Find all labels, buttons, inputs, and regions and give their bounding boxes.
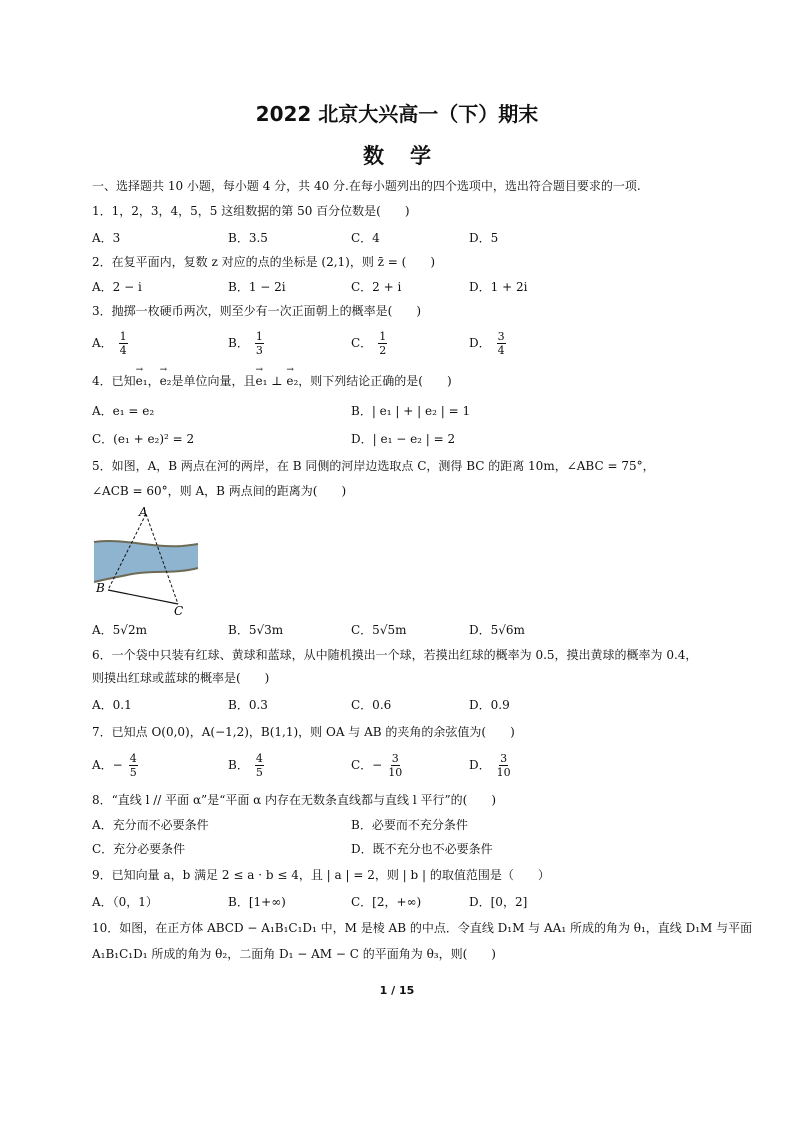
option-letter: C． — [351, 336, 373, 350]
section-intro: 一、选择题共 10 小题，每小题 4 分，共 40 分.在每小题列出的四个选项中，选出符合题目要求的一项. — [92, 179, 641, 193]
q5-option-d: D．5√6m — [469, 623, 525, 637]
perp-symbol: ⊥ — [267, 374, 287, 388]
label-b: B — [96, 581, 105, 595]
denominator: 5 — [255, 766, 263, 779]
question-10-line-1: 10．如图，在正方体 ABCD − A₁B₁C₁D₁ 中，M 是棱 AB 的中点．令直线 D₁M 与 AA₁ 所成的角为 θ₁，直线 D₁M 与平面 — [92, 921, 753, 935]
q3-option-b — [228, 330, 264, 357]
option-letter: D． — [469, 758, 491, 772]
q3-option-d — [469, 330, 506, 357]
option-letter: A．− — [92, 758, 123, 772]
question-3: 3．抛掷一枚硬币两次，则至少有一次正面朝上的概率是( ) — [92, 304, 422, 318]
question-8: 8．“直线 l // 平面 α”是“平面 α 内存在无数条直线都与直线 l 平行”的( ) — [92, 793, 497, 807]
q1-option-c: C．4 — [351, 231, 380, 245]
q7-option-b — [228, 752, 264, 779]
q4-comma: ， — [147, 374, 160, 388]
fraction — [388, 752, 402, 779]
option-letter: A． — [92, 336, 113, 350]
q7-option-a — [92, 752, 138, 779]
q3-option-a — [92, 330, 128, 357]
denominator: 10 — [388, 766, 403, 779]
q2-option-d: D．1 + 2i — [469, 280, 528, 294]
q6-option-b: B．0.3 — [228, 698, 268, 712]
q1-option-d: D．5 — [469, 231, 499, 245]
denominator: 10 — [496, 766, 511, 779]
fraction — [497, 752, 511, 779]
question-6-line-2: 则摸出红球或蓝球的概率是( ) — [92, 671, 270, 685]
numerator: 3 — [500, 752, 508, 765]
numerator: 1 — [255, 330, 263, 343]
denominator: 4 — [119, 344, 127, 357]
q9-option-a: A．（0，1） — [92, 895, 158, 909]
q8-option-b: B．必要而不充分条件 — [351, 818, 468, 832]
q1-option-b: B．3.5 — [228, 231, 268, 245]
option-letter: C．− — [351, 758, 383, 772]
q5-option-b: B．5√3m — [228, 623, 284, 637]
q4-option-a: A．e₁ = e₂ — [92, 404, 155, 418]
denominator: 4 — [497, 344, 505, 357]
question-4 — [92, 373, 452, 389]
vector-e2: → e₂ — [286, 373, 298, 389]
question-10-line-2: A₁B₁C₁D₁ 所成的角为 θ₂，二面角 D₁ − AM − C 的平面角为 θ₃，则( ) — [92, 947, 496, 961]
q6-option-c: C．0.6 — [351, 698, 392, 712]
q6-option-d: D．0.9 — [469, 698, 510, 712]
q5-option-c: C．5√5m — [351, 623, 407, 637]
fraction — [378, 330, 387, 357]
denominator: 3 — [255, 344, 263, 357]
vector-e1: → e₁ — [256, 373, 268, 389]
fraction — [255, 752, 264, 779]
q8-option-a: A．充分而不必要条件 — [92, 818, 209, 832]
option-letter: D． — [469, 336, 491, 350]
river-diagram — [92, 504, 212, 616]
q9-option-b: B．[1+∞) — [228, 895, 286, 909]
question-7: 7．已知点 O(0,0)，A(−1,2)，B(1,1)，则 OA 与 AB 的夹角的余弦值为( ) — [92, 725, 515, 739]
q3-option-c — [351, 330, 387, 357]
q8-option-d: D．既不充分也不必要条件 — [351, 842, 493, 856]
numerator: 1 — [379, 330, 387, 343]
q9-option-d: D．[0，2] — [469, 895, 528, 909]
denominator: 5 — [129, 766, 137, 779]
denominator: 2 — [379, 344, 387, 357]
question-9: 9．已知向量 a，b 满足 2 ≤ a · b ≤ 4，且 | a | = 2，则 | b | 的取值范围是（ ） — [92, 868, 550, 882]
question-6-line-1: 6．一个袋中只装有红球、黄球和蓝球，从中随机摸出一个球，若摸出红球的概率为 0.5，摸出黄球的概率为 0.4， — [92, 648, 698, 662]
q7-option-c — [351, 752, 402, 779]
page-title: 2022 北京大兴高一（下）期末 — [255, 102, 539, 126]
q4-option-c: C．(e₁ + e₂)² = 2 — [92, 432, 195, 446]
numerator: 3 — [391, 752, 399, 765]
question-5-line-2: ∠ACB = 60°，则 A，B 两点间的距离为( ) — [92, 484, 347, 498]
question-5-line-1: 5．如图，A，B 两点在河的两岸，在 B 同侧的河岸边选取点 C，测得 BC 的距离 10m，∠ABC = 75°， — [92, 459, 655, 473]
fraction — [255, 330, 264, 357]
option-letter: B． — [228, 336, 249, 350]
q7-option-d — [469, 752, 511, 779]
question-1: 1．1，2，3，4，5，5 这组数据的第 50 百分位数是( ) — [92, 204, 410, 218]
fraction — [119, 330, 128, 357]
segment-bc — [108, 590, 178, 604]
option-letter: B． — [228, 758, 249, 772]
q5-option-a: A．5√2m — [92, 623, 147, 637]
q2-option-c: C．2 + i — [351, 280, 402, 294]
river-figure — [92, 504, 212, 620]
label-a: A — [139, 505, 148, 519]
numerator: 1 — [119, 330, 127, 343]
q4-text-a: 4．已知 — [92, 374, 136, 388]
q6-option-a: A．0.1 — [92, 698, 132, 712]
question-2: 2．在复平面内，复数 z 对应的点的坐标是 (2,1)，则 z̄ = ( ) — [92, 255, 436, 269]
numerator: 4 — [129, 752, 137, 765]
river-band — [94, 541, 198, 582]
q1-option-a: A．3 — [92, 231, 121, 245]
subject-title: 数学 — [363, 144, 457, 168]
q4-option-b: B．| e₁ | + | e₂ | = 1 — [351, 404, 471, 418]
q2-option-b: B．1 − 2i — [228, 280, 286, 294]
q2-option-a: A．2 − i — [92, 280, 142, 294]
numerator: 3 — [497, 330, 505, 343]
vector-e1: → e₁ — [136, 373, 148, 389]
numerator: 4 — [255, 752, 263, 765]
vector-e2: → e₂ — [160, 373, 172, 389]
q4-text-b: 是单位向量，且 — [171, 374, 256, 388]
fraction — [497, 330, 506, 357]
q4-option-d: D．| e₁ − e₂ | = 2 — [351, 432, 456, 446]
q9-option-c: C．[2，+∞) — [351, 895, 422, 909]
label-c: C — [174, 604, 184, 616]
q8-option-c: C．充分必要条件 — [92, 842, 186, 856]
page-number: 1 / 15 — [379, 984, 415, 997]
fraction — [129, 752, 138, 779]
q4-text-c: ，则下列结论正确的是( ) — [298, 374, 452, 388]
